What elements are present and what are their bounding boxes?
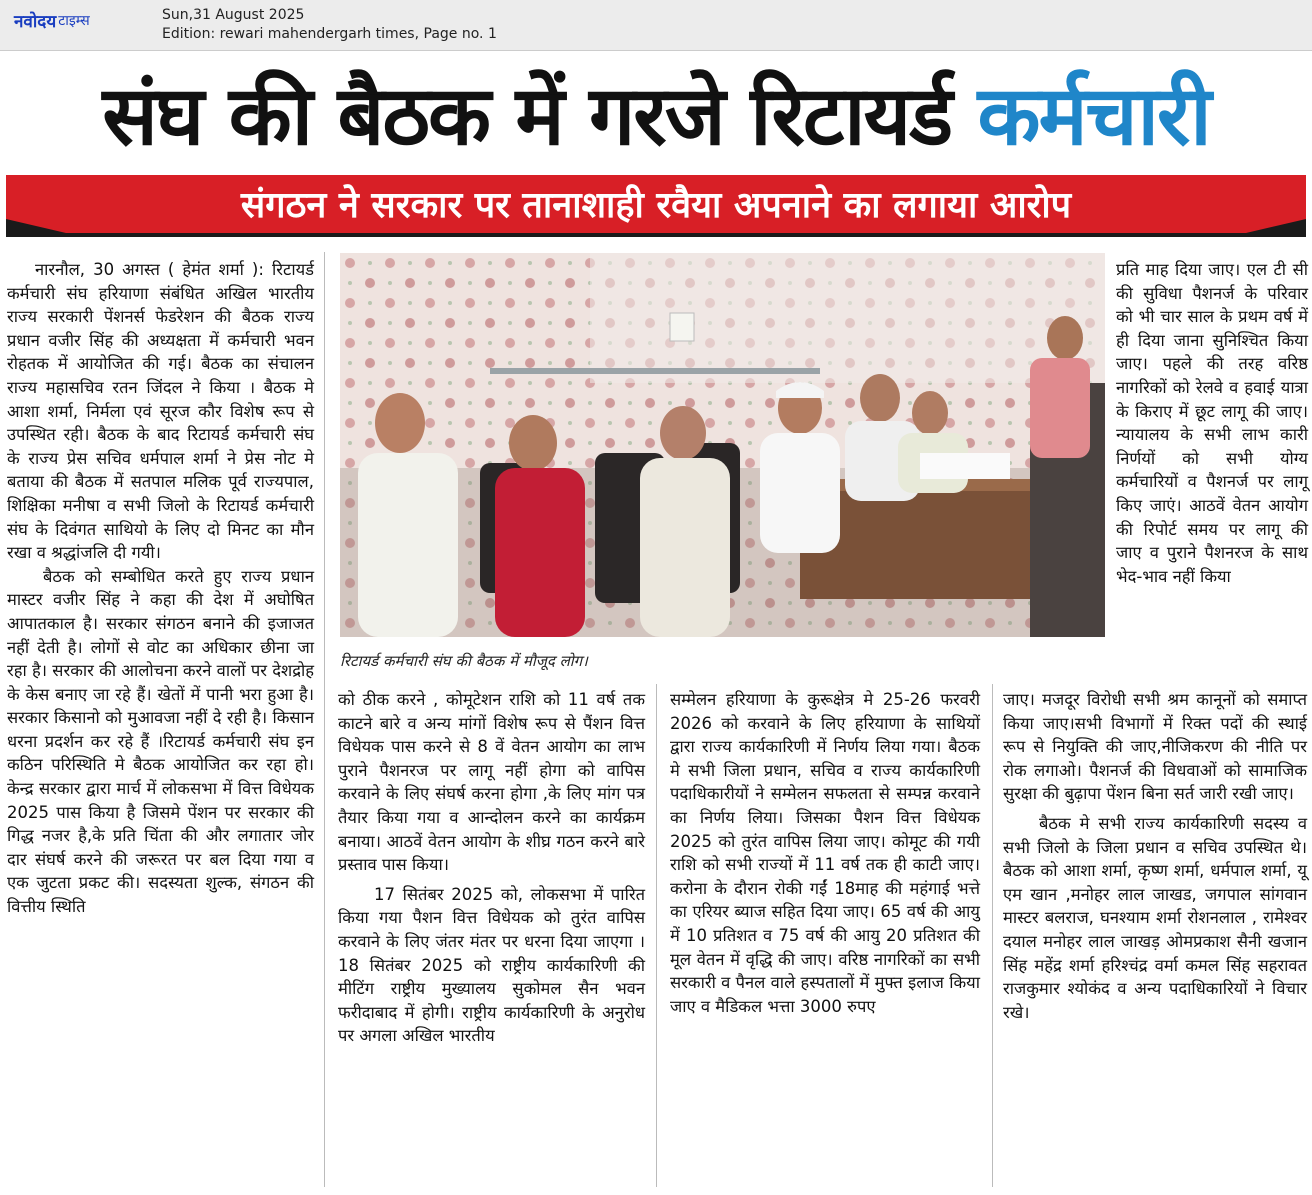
logo-main-text: नवोदय <box>14 11 57 32</box>
article-column-3 <box>670 688 980 1018</box>
column-1-paragraph-1: नारनौल, 30 अगस्त ( हेमंत शर्मा ): रिटायर्ड कर्मचारी संघ हरियाणा संबंधित अखिल भारतीय राज्य सरकारी पेंशनर्स फेडरेशन की बैठक राज्य प्रधान वजीर सिंह की अध्यक्षता में कर्मचारी भवन रोहतक में आयोजित की गई। बैठक का संचालन राज्य महासचिव रतन जिंदल ने किया । बैठक मे आशा शर्मा, निर्मला एवं सूरज कौर विशेष रूप से उपस्थित रही। बैठक के बाद रिटायर्ड कर्मचारी संघ के राज्य प्रेस सचिव धर्मपाल शर्मा ने प्रेस नोट मे बताया की बैठक में सतपाल मलिक पूर्व राज्यपाल, शिक्षिका मनीषा व सभी जिलो के रिटायर्ड कर्मचारी संघ के दिवंगत साथियो के लिए दो मिनट का मौन रखा व श्रद्धांजलि दी गयी। <box>7 260 314 563</box>
headline-part-2: कर्मचारी <box>977 69 1210 164</box>
article-column-2 <box>338 688 645 1048</box>
edition-info <box>162 6 497 44</box>
article-column-4-top <box>1116 258 1308 588</box>
column-2-paragraph-1: को ठीक करने , कोमूटेशन राशि को 11 वर्ष तक काटने बारे व अन्य मांगों विशेष रूप से पैंशन वित्त विधेयक पास करने से 8 वें वेतन आयोग का लाभ पुराने पैशनरज पर लागू नहीं होगा को वापिस करवाने के लिए संघर्ष करना होगा ,के लिए मांग पत्र तैयार किया गया व आन्दोलन करने का कार्यक्रम बनाया। आठवें वेतन आयोग के शीघ्र गठन करने बारे प्रस्ताव पास किया। <box>338 690 645 875</box>
logo-sub-text: टाइम्स <box>58 12 90 29</box>
newspaper-logo[interactable] <box>14 8 90 32</box>
column-4-paragraph-2: बैठक मे सभी राज्य कार्यकारिणी सदस्य व सभी जिलो के जिला प्रधान व सचिव उपस्थित थे। बैठक को आशा शर्मा, कृष्ण शर्मा, धर्मपाल शर्मा, यू एम खान ,मनोहर लाल जाखड, जगपाल सांगवान मास्टर बलराज, घनश्याम शर्मा रोशनलाल , रामेश्वर दयाल मनोहर लाल जाखड़ ओमप्रकाश सैनी खजान सिंह महेंद्र शर्मा हरिश्चंद्र वर्मा कमल सिंह सहरावत राजकुमार श्योकंद व अन्य पदाधिकारियों ने विचार रखे। <box>1003 813 1307 1022</box>
article-column-1 <box>7 258 314 919</box>
column-2-paragraph-2: 17 सितंबर 2025 को, लोकसभा में पारित किया गया पैशन वित्त विधेयक को तुरंत वापिस करवाने के लिए जंतर मंतर पर धरना दिया जाएगा । 18 सितंबर 2025 को राष्ट्रीय कार्यकारिणी की मीटिंग राष्ट्रीय मुख्यालय सुकोमल सैन भवन फरीदाबाद में होगी। राष्ट्रीय कार्यकारिणी के अनुरोध पर अगला अखिल भारतीय <box>338 884 645 1046</box>
meeting-photo[interactable] <box>340 253 1105 637</box>
column-1-paragraph-2: बैठक को सम्बोधित करते हुए राज्य प्रधान मास्टर वजीर सिंह ने कहा की देश में अघोषित आपातकाल है। सरकार संगठन बनाने की इजाजत नहीं देती है। लोगों से वोट का अधिकार छीना जा रहा है। सरकार की आलोचना करने वालों पर देशद्रोह के केस बनाए जा रहे हैं। खेतों में पानी भरा हुआ है। सरकार किसानो को मुआवजा नहीं दे रही है। किसान धरना प्रदर्शन कर रहे हैं ।रिटायर्ड कर्मचारी संघ इन कठिन परिस्थिति मे बैठक आयोजित कर रहा हो। केन्द्र सरकार द्वारा मार्च में लोकसभा में वित्त विधेयक 2025 पास किया है जिसमे पेंशन पर सरकार की गिद्ध नजर है,के प्रति चिंता की और लगातार जोर दार संघर्ष करने की जरूरत पर बल दिया गया व एक जुटता प्रकट की। सदस्यता शुल्क, संगठन की वित्तीय स्थिति <box>7 566 314 917</box>
masthead-bar <box>0 0 1312 51</box>
meeting-photo-illustration <box>340 253 1105 637</box>
edition-name: Edition: rewari mahendergarh times, Page no. 1 <box>162 26 497 42</box>
article-column-4-bottom <box>1003 688 1307 1024</box>
headline-part-1: संघ की बैठक में गरजे रिटायर्ड <box>102 69 951 164</box>
column-divider <box>992 684 993 1187</box>
column-4-paragraph-1: जाए। मजदूर विरोधी सभी श्रम कानूनों को समाप्त किया जाए।सभी विभागों में रिक्त पदों की स्थाई रूप से नियुक्ति की जाए,नीजिकरण की नीति पर रोक लगाओ। पैशनर्ज की विधवाओं को सामाजिक सुरक्षा की बुढ़ापा पेंशन बिना सर्त जारी रखी जाए। <box>1003 690 1307 804</box>
edition-date: Sun,31 August 2025 <box>162 7 305 23</box>
subheadline-text: संगठन ने सरकार पर तानाशाही रवैया अपनाने का लगाया आरोप <box>240 185 1072 226</box>
headline <box>0 62 1312 172</box>
photo-caption: रिटायर्ड कर्मचारी संघ की बैठक में मौजूद लोग। <box>340 652 588 670</box>
column-divider <box>656 684 657 1187</box>
subheadline-bar <box>6 175 1306 237</box>
column-divider <box>324 252 325 1187</box>
column-3-paragraph-1: सम्मेलन हरियाणा के कुरूक्षेत्र मे 25-26 फरवरी 2026 को करवाने के लिए हरियाणा के साथियों द्वारा राज्य कार्यकारिणी में निर्णय लिया गया। बैठक मे सभी जिला प्रधान, सचिव व राज्य कार्यकारिणी पदाधिकारीयों ने सम्मेलन सफलता से सम्पन्न करवाने का निर्णय लिया। जिसका पैशन वित्त विधेयक 2025 को तुरंत वापिस लिया जाए। कोमूट की गयी राशि को सभी राज्यों में 11 वर्ष तक ही काटी जाए। करोना के दौरान रोकी गईं 18माह की महंगाई भत्ते का एरियर ब्याज सहित दिया जाए। 65 वर्ष की आयु में 10 प्रतिशत व 75 वर्ष की आयु 20 प्रतिशत की मूल वेतन में वृद्धि की जाए। वरिष्ठ नागरिकों का सभी सरकारी व पैनल वाले हस्पतालों में मुफ्त इलाज किया जाए व मैडिकल भत्ता 3000 रुपए <box>670 690 980 1016</box>
column-4-top-paragraph: प्रति माह दिया जाए। एल टी सी की सुविधा पैशनर्ज के परिवार को भी चार साल के प्रथम वर्ष में ही दिया जाना सुनिश्चित किया जाए। पहले की तरह वरिष्ठ नागरिकों को रेलवे व हवाई यात्रा के किराए में छूट लागू की जाए। न्यायालय के सभी लाभ कारी निर्णयों को सभी योग्य कर्मचारियों व पैशनर्ज पर लागू किए जाएं। आठवें वेतन आयोग की रिपोर्ट समय पर लागू की जाए व पुराने पैशनरज के साथ भेद-भाव नहीं किया <box>1116 260 1308 586</box>
